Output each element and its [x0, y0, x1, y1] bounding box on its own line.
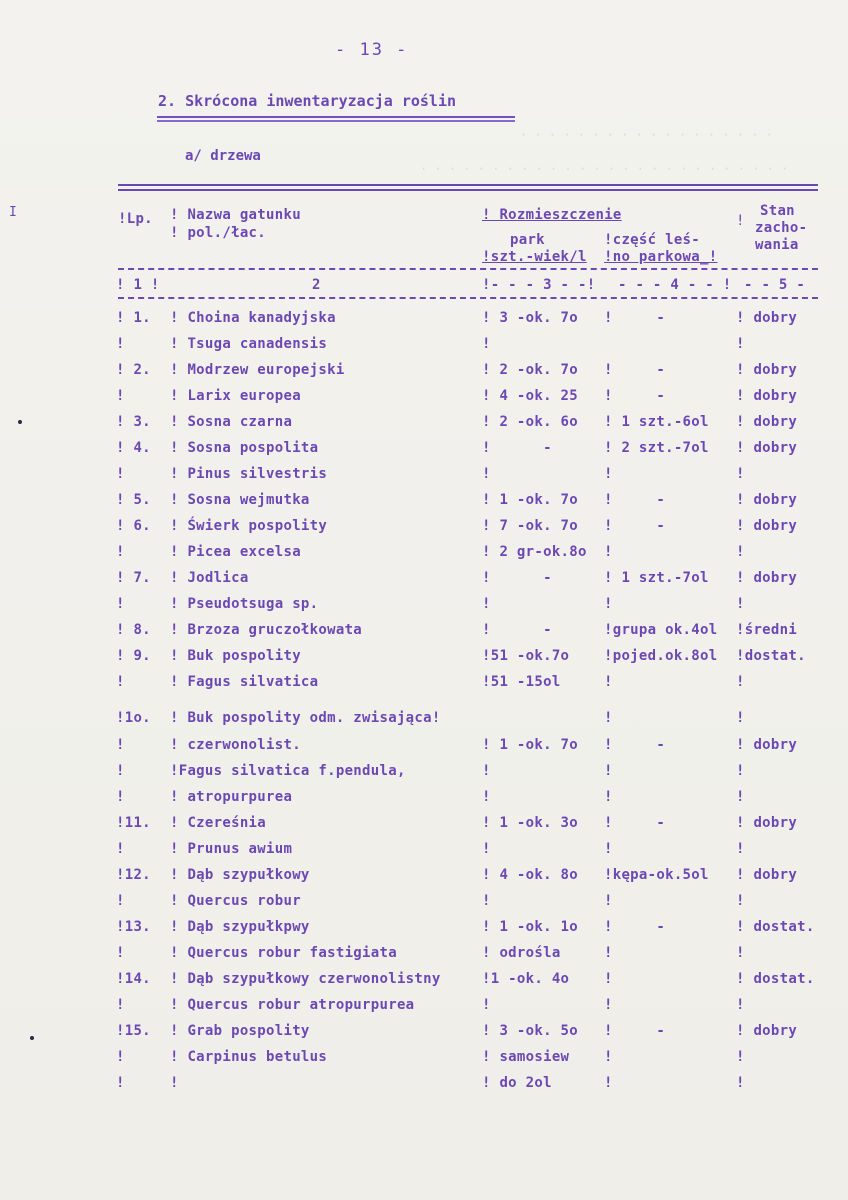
row-lp: !1o.: [116, 710, 151, 726]
row-forest: !: [604, 1049, 613, 1065]
row-park: !51 -15ol: [482, 674, 561, 690]
row-lp: !: [116, 596, 125, 612]
row-forest: !pojed.ok.8ol: [604, 648, 718, 664]
row-name: ! Quercus robur fastigiata: [170, 945, 397, 961]
header-forest-line1: !część leś-: [604, 232, 701, 248]
row-name: ! czerwonolist.: [170, 737, 301, 753]
row-park: ! 2 -ok. 6o: [482, 414, 579, 430]
row-forest: !grupa ok.4ol: [604, 622, 718, 638]
row-state: ! dobry: [736, 414, 798, 430]
row-state: !dostat.: [736, 648, 806, 664]
row-state: ! dobry: [736, 310, 798, 326]
row-forest: ! -: [604, 518, 666, 534]
header-num-5: - - 5 -: [744, 277, 806, 293]
row-lp: !12.: [116, 867, 151, 883]
row-park: !1 -ok. 4o: [482, 971, 570, 987]
bleed-through: · · · · · · · · · · · · · · · · · · · · · · · · · ·: [420, 162, 789, 176]
header-park-line1: park: [510, 232, 545, 248]
row-name: ! Larix europea: [170, 388, 301, 404]
row-state: ! dobry: [736, 518, 798, 534]
row-lp: !14.: [116, 971, 151, 987]
row-park: ! do 2ol: [482, 1075, 552, 1091]
header-park-line2: !szt.-wiek/l: [482, 249, 587, 265]
margin-mark: I: [9, 205, 17, 220]
row-name: ! Jodlica: [170, 570, 249, 586]
row-lp: ! 4.: [116, 440, 151, 456]
page-number: - 13 -: [335, 40, 409, 60]
row-park: ! 1 -ok. 1o: [482, 919, 579, 935]
row-state: !średni: [736, 622, 798, 638]
row-park: ! 4 -ok. 8o: [482, 867, 579, 883]
row-state: ! dostat.: [736, 971, 815, 987]
row-park: ! 3 -ok. 5o: [482, 1023, 579, 1039]
row-lp: !: [116, 466, 125, 482]
row-lp: !: [116, 674, 125, 690]
row-state: ! dobry: [736, 570, 798, 586]
row-state: !: [736, 596, 745, 612]
row-forest: !: [604, 841, 613, 857]
row-lp: !: [116, 388, 125, 404]
row-name: ! Quercus robur: [170, 893, 301, 909]
row-forest: !: [604, 945, 613, 961]
row-name: ! Tsuga canadensis: [170, 336, 328, 352]
row-name: ! Brzoza gruczołkowata: [170, 622, 363, 638]
row-name: ! Czereśnia: [170, 815, 267, 831]
row-state: !: [736, 945, 745, 961]
row-lp: !: [116, 763, 125, 779]
row-lp: ! 1.: [116, 310, 151, 326]
row-name: ! Buk pospolity: [170, 648, 301, 664]
row-forest: !: [604, 1075, 613, 1091]
table-top-rule-second: [118, 189, 818, 191]
row-lp: ! 9.: [116, 648, 151, 664]
row-forest: ! -: [604, 310, 666, 326]
row-state: ! dobry: [736, 388, 798, 404]
row-lp: !: [116, 893, 125, 909]
header-dashed-rule: [118, 268, 818, 270]
row-forest: ! 2 szt.-7ol: [604, 440, 709, 456]
row-state: ! dobry: [736, 867, 798, 883]
row-name: ! Dąb szypułkowy czerwonolistny: [170, 971, 441, 987]
row-lp: !: [116, 997, 125, 1013]
row-lp: !: [116, 737, 125, 753]
row-lp: !15.: [116, 1023, 151, 1039]
row-lp: ! 3.: [116, 414, 151, 430]
row-name: ! Dąb szypułkowy: [170, 867, 310, 883]
row-forest: !kępa-ok.5ol: [604, 867, 709, 883]
row-park: ! -: [482, 440, 552, 456]
row-forest: ! 1 szt.-6ol: [604, 414, 709, 430]
header-numbers-rule: [118, 297, 818, 299]
row-state: !: [736, 1075, 745, 1091]
margin-dot: [18, 420, 22, 424]
row-lp: !11.: [116, 815, 151, 831]
row-lp: !: [116, 789, 125, 805]
row-park: ! 1 -ok. 7o: [482, 492, 579, 508]
row-park: !: [482, 596, 491, 612]
row-name: ! Pseudotsuga sp.: [170, 596, 319, 612]
row-lp: ! 2.: [116, 362, 151, 378]
row-state: !: [736, 789, 745, 805]
row-forest: !: [604, 789, 613, 805]
row-forest: !: [604, 997, 613, 1013]
row-name: ! Modrzew europejski: [170, 362, 345, 378]
row-state: !: [736, 893, 745, 909]
row-name: ! Dąb szypułkpwy: [170, 919, 310, 935]
row-lp: !13.: [116, 919, 151, 935]
row-lp: ! 7.: [116, 570, 151, 586]
row-park: !: [482, 466, 491, 482]
row-name: ! Quercus robur atropurpurea: [170, 997, 415, 1013]
row-park: ! 4 -ok. 25: [482, 388, 579, 404]
row-park: !51 -ok.7o: [482, 648, 570, 664]
row-name: !: [170, 1075, 179, 1091]
section-heading: 2. Skrócona inwentaryzacja roślin: [158, 92, 457, 110]
row-state: ! dobry: [736, 1023, 798, 1039]
row-lp: !: [116, 945, 125, 961]
header-state-line2: zacho-: [755, 220, 808, 236]
row-name: ! Świerk pospolity: [170, 518, 328, 534]
row-lp: !: [116, 1075, 125, 1091]
row-park: ! 1 -ok. 7o: [482, 737, 579, 753]
row-park: !: [482, 336, 491, 352]
row-state: !: [736, 997, 745, 1013]
row-park: ! odrośla: [482, 945, 561, 961]
row-forest: !: [604, 971, 613, 987]
row-forest: !: [604, 596, 613, 612]
row-forest: ! -: [604, 362, 666, 378]
row-state: !: [736, 763, 745, 779]
row-park: !: [482, 893, 491, 909]
row-name: ! Pinus silvestris: [170, 466, 328, 482]
row-forest: ! -: [604, 492, 666, 508]
row-name: ! Choina kanadyjska: [170, 310, 336, 326]
row-lp: ! 8.: [116, 622, 151, 638]
row-forest: !: [604, 544, 613, 560]
row-state: !: [736, 336, 745, 352]
row-name: ! Sosna pospolita: [170, 440, 319, 456]
row-state: ! dobry: [736, 492, 798, 508]
row-name: ! Carpinus betulus: [170, 1049, 328, 1065]
row-forest: ! -: [604, 919, 666, 935]
row-park: !: [482, 841, 491, 857]
header-num-3: !- - - 3 - -!: [482, 277, 596, 293]
row-name: !Fagus silvatica f.pendula,: [170, 763, 406, 779]
header-num-1: ! 1 !: [116, 277, 160, 293]
row-name: ! Buk pospolity odm. zwisająca!: [170, 710, 441, 726]
row-lp: !: [116, 1049, 125, 1065]
row-lp: ! 5.: [116, 492, 151, 508]
row-forest: !: [604, 674, 613, 690]
bleed-through: · · · · · · · · · · · · · · · · · ·: [520, 128, 773, 142]
row-park: !: [482, 763, 491, 779]
row-name: ! Picea excelsa: [170, 544, 301, 560]
row-name: ! Sosna czarna: [170, 414, 293, 430]
row-park: ! 2 gr-ok.8o: [482, 544, 587, 560]
row-park: ! samosiew: [482, 1049, 570, 1065]
row-forest: ! -: [604, 737, 666, 753]
header-forest-line2: !no parkowa_!: [604, 249, 718, 265]
row-forest: ! -: [604, 815, 666, 831]
header-lp: !Lp.: [118, 211, 153, 227]
header-state-line1: Stan: [760, 203, 795, 219]
row-state: !: [736, 544, 745, 560]
heading-underline: [157, 116, 515, 118]
row-forest: !: [604, 763, 613, 779]
row-state: !: [736, 710, 745, 726]
row-park: ! 3 -ok. 7o: [482, 310, 579, 326]
header-name-line1: ! Nazwa gatunku: [170, 207, 301, 223]
row-park: !: [482, 997, 491, 1013]
row-name: ! Grab pospolity: [170, 1023, 310, 1039]
row-park: ! 2 -ok. 7o: [482, 362, 579, 378]
row-forest: ! -: [604, 388, 666, 404]
header-num-2: 2: [312, 277, 321, 293]
row-name: ! Sosna wejmutka: [170, 492, 310, 508]
row-state: !: [736, 1049, 745, 1065]
row-lp: !: [116, 336, 125, 352]
row-forest: ! 1 szt.-7ol: [604, 570, 709, 586]
header-divider: !: [736, 213, 745, 229]
row-park: ! 1 -ok. 3o: [482, 815, 579, 831]
header-placement: ! Rozmieszczenie: [482, 207, 622, 223]
row-name: ! Fagus silvatica: [170, 674, 319, 690]
row-state: ! dobry: [736, 362, 798, 378]
row-state: ! dobry: [736, 815, 798, 831]
row-forest: !: [604, 893, 613, 909]
row-state: !: [736, 674, 745, 690]
row-forest: !: [604, 466, 613, 482]
row-forest: !: [604, 710, 613, 726]
header-name-line2: ! pol./łac.: [170, 225, 267, 241]
row-state: ! dobry: [736, 440, 798, 456]
row-name: ! atropurpurea: [170, 789, 293, 805]
margin-dot: [30, 1036, 34, 1040]
row-state: !: [736, 466, 745, 482]
table-top-rule: [118, 184, 818, 186]
row-park: !: [482, 789, 491, 805]
row-lp: !: [116, 841, 125, 857]
header-num-4: - - - 4 - - !: [618, 277, 732, 293]
row-lp: ! 6.: [116, 518, 151, 534]
row-name: ! Prunus awium: [170, 841, 293, 857]
subsection-heading: a/ drzewa: [185, 148, 261, 164]
row-state: ! dobry: [736, 737, 798, 753]
header-state-line3: wania: [755, 237, 799, 253]
row-park: ! 7 -ok. 7o: [482, 518, 579, 534]
heading-underline-second: [157, 120, 515, 122]
row-lp: !: [116, 544, 125, 560]
row-park: ! -: [482, 622, 552, 638]
row-park: ! -: [482, 570, 552, 586]
row-forest: ! -: [604, 1023, 666, 1039]
row-state: !: [736, 841, 745, 857]
row-state: ! dostat.: [736, 919, 815, 935]
